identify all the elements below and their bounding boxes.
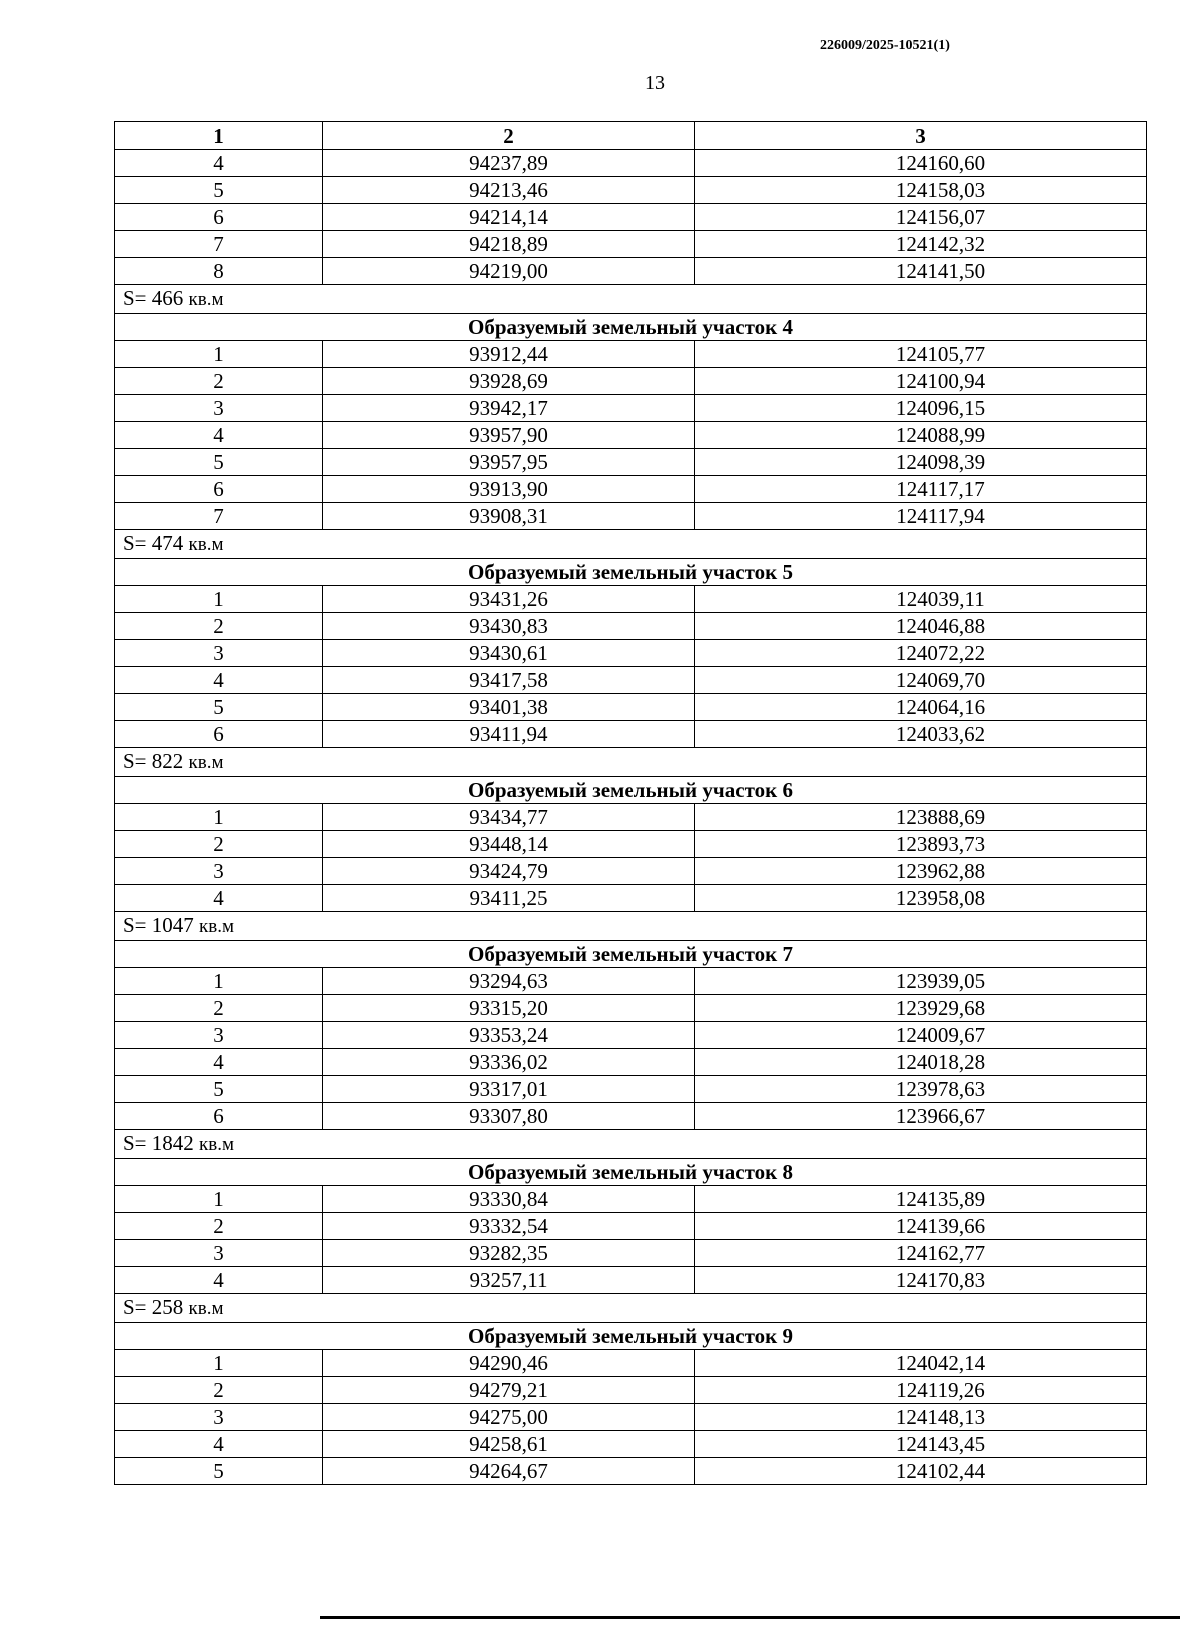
table-row — [115, 231, 1147, 258]
point-number-cell: 2 — [115, 1377, 323, 1404]
area-row — [115, 912, 1147, 941]
table-row — [115, 204, 1147, 231]
point-number-cell: 4 — [115, 422, 323, 449]
y-coordinate-cell: 123888,69 — [695, 804, 1147, 831]
y-coordinate-cell: 124096,15 — [695, 395, 1147, 422]
x-coordinate-cell: 93424,79 — [323, 858, 695, 885]
area-row — [115, 1130, 1147, 1159]
x-coordinate-cell: 93353,24 — [323, 1022, 695, 1049]
coordinates-table-body — [115, 122, 1147, 1485]
x-coordinate-cell: 94213,46 — [323, 177, 695, 204]
y-coordinate-cell: 124042,14 — [695, 1350, 1147, 1377]
table-row — [115, 449, 1147, 476]
table-row — [115, 613, 1147, 640]
y-coordinate-cell: 124160,60 — [695, 150, 1147, 177]
x-coordinate-cell: 94264,67 — [323, 1458, 695, 1485]
y-coordinate-cell: 124119,26 — [695, 1377, 1147, 1404]
section-title: Образуемый земельный участок 7 — [115, 941, 1147, 968]
point-number-cell: 4 — [115, 150, 323, 177]
area-row — [115, 748, 1147, 777]
y-coordinate-cell: 124148,13 — [695, 1404, 1147, 1431]
y-coordinate-cell: 124170,83 — [695, 1267, 1147, 1294]
y-coordinate-cell: 124098,39 — [695, 449, 1147, 476]
x-coordinate-cell: 93307,80 — [323, 1103, 695, 1130]
y-coordinate-cell: 124009,67 — [695, 1022, 1147, 1049]
point-number-cell: 2 — [115, 613, 323, 640]
x-coordinate-cell: 93912,44 — [323, 341, 695, 368]
point-number-cell: 3 — [115, 395, 323, 422]
table-header-row — [115, 122, 1147, 150]
section-title: Образуемый земельный участок 4 — [115, 314, 1147, 341]
point-number-cell: 3 — [115, 1404, 323, 1431]
section-title: Образуемый земельный участок 9 — [115, 1323, 1147, 1350]
table-row — [115, 476, 1147, 503]
y-coordinate-cell: 123978,63 — [695, 1076, 1147, 1103]
x-coordinate-cell: 93330,84 — [323, 1186, 695, 1213]
area-cell — [115, 285, 1147, 314]
x-coordinate-cell: 94258,61 — [323, 1431, 695, 1458]
point-number-cell: 1 — [115, 968, 323, 995]
area-value: S= 466 — [123, 286, 184, 310]
y-coordinate-cell: 124162,77 — [695, 1240, 1147, 1267]
x-coordinate-cell: 93282,35 — [323, 1240, 695, 1267]
y-coordinate-cell: 124141,50 — [695, 258, 1147, 285]
y-coordinate-cell: 124033,62 — [695, 721, 1147, 748]
area-value: S= 474 — [123, 531, 184, 555]
y-coordinate-cell: 124142,32 — [695, 231, 1147, 258]
y-coordinate-cell: 124156,07 — [695, 204, 1147, 231]
area-value: S= 1842 — [123, 1131, 194, 1155]
table-row — [115, 395, 1147, 422]
x-coordinate-cell: 93913,90 — [323, 476, 695, 503]
bottom-scan-line — [320, 1616, 1180, 1619]
point-number-cell: 5 — [115, 1076, 323, 1103]
table-row — [115, 885, 1147, 912]
x-coordinate-cell: 93411,94 — [323, 721, 695, 748]
x-coordinate-cell: 93411,25 — [323, 885, 695, 912]
x-coordinate-cell: 94275,00 — [323, 1404, 695, 1431]
x-coordinate-cell: 93434,77 — [323, 804, 695, 831]
point-number-cell: 7 — [115, 231, 323, 258]
x-coordinate-cell: 94290,46 — [323, 1350, 695, 1377]
y-coordinate-cell: 124117,94 — [695, 503, 1147, 530]
point-number-cell: 4 — [115, 885, 323, 912]
y-coordinate-cell: 124069,70 — [695, 667, 1147, 694]
area-cell — [115, 1130, 1147, 1159]
x-coordinate-cell: 93431,26 — [323, 586, 695, 613]
table-row — [115, 1240, 1147, 1267]
area-row — [115, 1294, 1147, 1323]
point-number-cell: 7 — [115, 503, 323, 530]
table-row — [115, 1431, 1147, 1458]
point-number-cell: 1 — [115, 1350, 323, 1377]
point-number-cell: 1 — [115, 586, 323, 613]
y-coordinate-cell: 123893,73 — [695, 831, 1147, 858]
y-coordinate-cell: 123939,05 — [695, 968, 1147, 995]
point-number-cell: 5 — [115, 694, 323, 721]
table-row — [115, 586, 1147, 613]
area-unit: кв.м — [188, 1298, 224, 1319]
x-coordinate-cell: 93957,95 — [323, 449, 695, 476]
table-row — [115, 1377, 1147, 1404]
y-coordinate-cell: 123962,88 — [695, 858, 1147, 885]
point-number-cell: 4 — [115, 1431, 323, 1458]
point-number-cell: 2 — [115, 1213, 323, 1240]
column-header-y: 3 — [695, 122, 1147, 150]
point-number-cell: 8 — [115, 258, 323, 285]
point-number-cell: 6 — [115, 1103, 323, 1130]
point-number-cell: 3 — [115, 858, 323, 885]
table-row — [115, 1350, 1147, 1377]
table-row — [115, 150, 1147, 177]
table-row — [115, 995, 1147, 1022]
document-number: 226009/2025-10521(1) — [820, 38, 950, 53]
point-number-cell: 4 — [115, 1049, 323, 1076]
point-number-cell: 3 — [115, 640, 323, 667]
point-number-cell: 4 — [115, 667, 323, 694]
table-row — [115, 858, 1147, 885]
x-coordinate-cell: 94219,00 — [323, 258, 695, 285]
y-coordinate-cell: 124039,11 — [695, 586, 1147, 613]
table-row — [115, 831, 1147, 858]
y-coordinate-cell: 124018,28 — [695, 1049, 1147, 1076]
column-header-point: 1 — [115, 122, 323, 150]
table-row — [115, 694, 1147, 721]
section-title-row — [115, 559, 1147, 586]
y-coordinate-cell: 123966,67 — [695, 1103, 1147, 1130]
table-row — [115, 1213, 1147, 1240]
section-title-row — [115, 1323, 1147, 1350]
point-number-cell: 3 — [115, 1022, 323, 1049]
point-number-cell: 6 — [115, 204, 323, 231]
x-coordinate-cell: 93908,31 — [323, 503, 695, 530]
section-title: Образуемый земельный участок 6 — [115, 777, 1147, 804]
x-coordinate-cell: 94279,21 — [323, 1377, 695, 1404]
area-value: S= 822 — [123, 749, 184, 773]
y-coordinate-cell: 124102,44 — [695, 1458, 1147, 1485]
point-number-cell: 5 — [115, 1458, 323, 1485]
y-coordinate-cell: 124064,16 — [695, 694, 1147, 721]
y-coordinate-cell: 124139,66 — [695, 1213, 1147, 1240]
point-number-cell: 2 — [115, 995, 323, 1022]
x-coordinate-cell: 93942,17 — [323, 395, 695, 422]
area-unit: кв.м — [188, 289, 224, 310]
section-title-row — [115, 941, 1147, 968]
x-coordinate-cell: 94237,89 — [323, 150, 695, 177]
y-coordinate-cell: 124100,94 — [695, 368, 1147, 395]
area-unit: кв.м — [199, 916, 235, 937]
x-coordinate-cell: 94218,89 — [323, 231, 695, 258]
table-row — [115, 1076, 1147, 1103]
point-number-cell: 6 — [115, 476, 323, 503]
x-coordinate-cell: 93401,38 — [323, 694, 695, 721]
table-row — [115, 721, 1147, 748]
x-coordinate-cell: 93332,54 — [323, 1213, 695, 1240]
x-coordinate-cell: 93430,61 — [323, 640, 695, 667]
table-row — [115, 640, 1147, 667]
x-coordinate-cell: 94214,14 — [323, 204, 695, 231]
table-row — [115, 1186, 1147, 1213]
x-coordinate-cell: 93417,58 — [323, 667, 695, 694]
point-number-cell: 2 — [115, 368, 323, 395]
section-title-row — [115, 1159, 1147, 1186]
y-coordinate-cell: 124072,22 — [695, 640, 1147, 667]
area-value: S= 1047 — [123, 913, 194, 937]
point-number-cell: 4 — [115, 1267, 323, 1294]
table-row — [115, 1404, 1147, 1431]
point-number-cell: 1 — [115, 1186, 323, 1213]
section-title: Образуемый земельный участок 5 — [115, 559, 1147, 586]
area-row — [115, 530, 1147, 559]
y-coordinate-cell: 124105,77 — [695, 341, 1147, 368]
table-row — [115, 341, 1147, 368]
table-row — [115, 177, 1147, 204]
point-number-cell: 1 — [115, 804, 323, 831]
y-coordinate-cell: 124046,88 — [695, 613, 1147, 640]
area-cell — [115, 912, 1147, 941]
x-coordinate-cell: 93430,83 — [323, 613, 695, 640]
area-unit: кв.м — [188, 752, 224, 773]
x-coordinate-cell: 93928,69 — [323, 368, 695, 395]
point-number-cell: 2 — [115, 831, 323, 858]
table-row — [115, 667, 1147, 694]
x-coordinate-cell: 93294,63 — [323, 968, 695, 995]
point-number-cell: 5 — [115, 177, 323, 204]
y-coordinate-cell: 123929,68 — [695, 995, 1147, 1022]
point-number-cell: 3 — [115, 1240, 323, 1267]
table-row — [115, 258, 1147, 285]
x-coordinate-cell: 93257,11 — [323, 1267, 695, 1294]
area-unit: кв.м — [199, 1134, 235, 1155]
y-coordinate-cell: 124158,03 — [695, 177, 1147, 204]
table-row — [115, 368, 1147, 395]
y-coordinate-cell: 124117,17 — [695, 476, 1147, 503]
y-coordinate-cell: 124143,45 — [695, 1431, 1147, 1458]
table-row — [115, 804, 1147, 831]
area-unit: кв.м — [188, 534, 224, 555]
table-row — [115, 1458, 1147, 1485]
table-row — [115, 1049, 1147, 1076]
area-value: S= 258 — [123, 1295, 184, 1319]
point-number-cell: 5 — [115, 449, 323, 476]
table-row — [115, 1103, 1147, 1130]
table-row — [115, 1267, 1147, 1294]
point-number-cell: 1 — [115, 341, 323, 368]
table-row — [115, 503, 1147, 530]
area-cell — [115, 530, 1147, 559]
x-coordinate-cell: 93336,02 — [323, 1049, 695, 1076]
section-title-row — [115, 314, 1147, 341]
table-row — [115, 422, 1147, 449]
x-coordinate-cell: 93448,14 — [323, 831, 695, 858]
area-cell — [115, 748, 1147, 777]
area-row — [115, 285, 1147, 314]
column-header-x: 2 — [323, 122, 695, 150]
y-coordinate-cell: 124088,99 — [695, 422, 1147, 449]
section-title: Образуемый земельный участок 8 — [115, 1159, 1147, 1186]
x-coordinate-cell: 93957,90 — [323, 422, 695, 449]
page-number: 13 — [645, 72, 665, 94]
point-number-cell: 6 — [115, 721, 323, 748]
table-row — [115, 968, 1147, 995]
table-row — [115, 1022, 1147, 1049]
y-coordinate-cell: 124135,89 — [695, 1186, 1147, 1213]
x-coordinate-cell: 93315,20 — [323, 995, 695, 1022]
coordinates-table — [114, 121, 1147, 1485]
section-title-row — [115, 777, 1147, 804]
y-coordinate-cell: 123958,08 — [695, 885, 1147, 912]
x-coordinate-cell: 93317,01 — [323, 1076, 695, 1103]
area-cell — [115, 1294, 1147, 1323]
